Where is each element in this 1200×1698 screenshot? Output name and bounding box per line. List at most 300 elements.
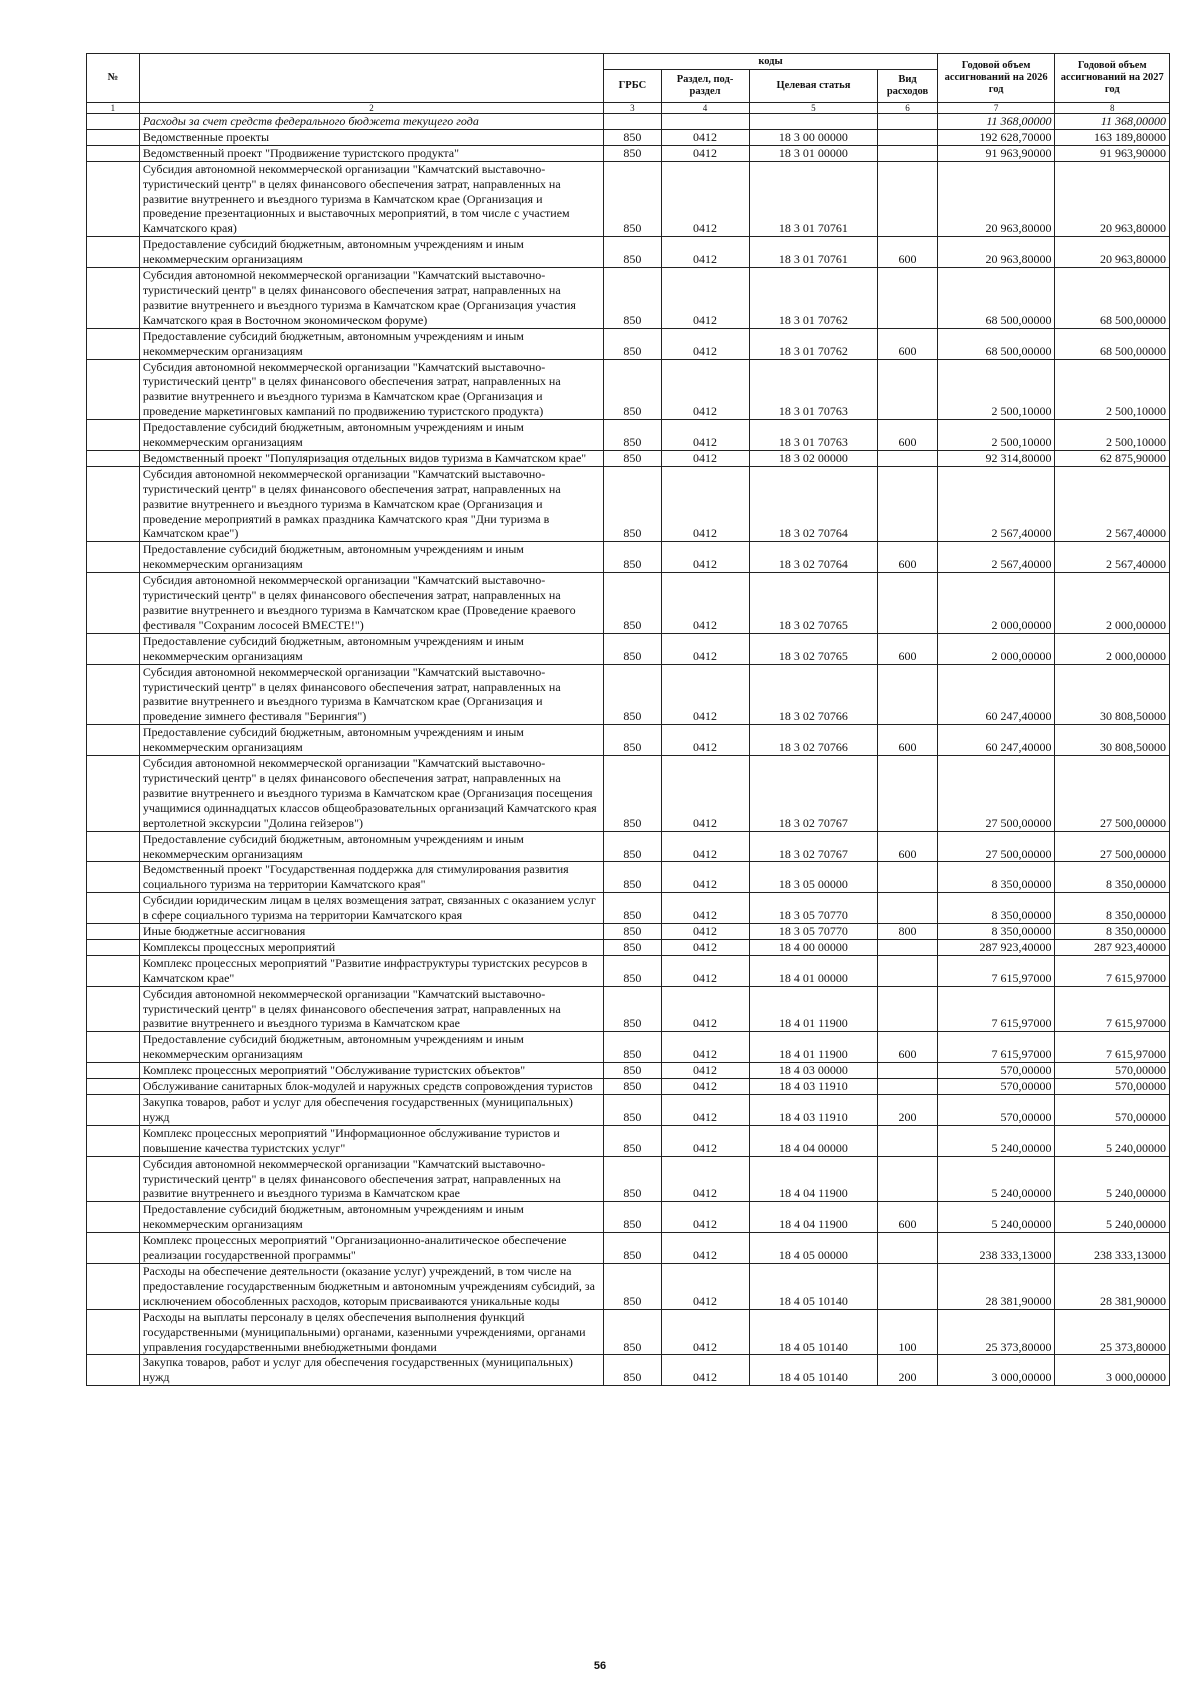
table-row xyxy=(87,1079,1170,1095)
grbs-cell: 850 xyxy=(604,466,661,542)
description-cell: Расходы на обеспечение деятельности (оказание услуг) учреждений, в том числе на предоставление государственным бюджетным и автономным учреждениям субсидий, за исключением обособленных расходов, которым присваиваются уникальные коды xyxy=(139,1263,603,1309)
header-vol-2026: Годовой объем ассигнований на 2026 год xyxy=(937,54,1055,103)
amount-2027-cell: 570,00000 xyxy=(1055,1079,1170,1095)
grbs-cell: 850 xyxy=(604,1125,661,1156)
section-cell: 0412 xyxy=(661,328,749,359)
expense-kind-cell xyxy=(878,268,937,329)
grbs-cell: 850 xyxy=(604,862,661,893)
expense-kind-cell xyxy=(878,955,937,986)
amount-2027-cell: 287 923,40000 xyxy=(1055,939,1170,955)
section-cell: 0412 xyxy=(661,1095,749,1126)
amount-2026-cell: 2 500,10000 xyxy=(937,420,1055,451)
expense-kind-cell: 200 xyxy=(878,1355,937,1386)
table-row xyxy=(87,1233,1170,1264)
num-cell xyxy=(87,359,140,420)
table-body xyxy=(87,103,1170,1386)
expense-kind-cell xyxy=(878,893,937,924)
section-cell: 0412 xyxy=(661,1202,749,1233)
target-article-cell: 18 4 01 11900 xyxy=(749,1032,878,1063)
table-row xyxy=(87,831,1170,862)
description-cell: Комплекс процессных мероприятий "Развитие инфраструктуры туристских ресурсов в Камчатском крае" xyxy=(139,955,603,986)
grbs-cell: 850 xyxy=(604,1063,661,1079)
grbs-cell: 850 xyxy=(604,893,661,924)
target-article-cell: 18 3 01 70761 xyxy=(749,161,878,237)
grbs-cell: 850 xyxy=(604,359,661,420)
description-cell: Субсидия автономной некоммерческой организации "Камчатский выставочно-туристический центр" в целях финансового обеспечения затрат, направленных на развитие внутреннего и въездного туризма в Камчатском крае (Организация и проведение презентационных и выставочных мероприятий, в том числе с участием Камчатского края) xyxy=(139,161,603,237)
expense-kind-cell: 600 xyxy=(878,328,937,359)
section-cell: 0412 xyxy=(661,237,749,268)
num-cell xyxy=(87,1202,140,1233)
target-article-cell: 18 4 05 10140 xyxy=(749,1355,878,1386)
grbs-cell: 850 xyxy=(604,1156,661,1202)
expense-kind-cell xyxy=(878,1079,937,1095)
num-cell xyxy=(87,924,140,940)
table-row xyxy=(87,1309,1170,1355)
column-index-cell: 1 xyxy=(87,103,140,114)
table-row xyxy=(87,450,1170,466)
amount-2027-cell: 8 350,00000 xyxy=(1055,924,1170,940)
num-cell xyxy=(87,420,140,451)
target-article-cell: 18 4 00 00000 xyxy=(749,939,878,955)
num-cell xyxy=(87,893,140,924)
section-cell: 0412 xyxy=(661,1125,749,1156)
amount-2027-cell: 62 875,90000 xyxy=(1055,450,1170,466)
grbs-cell: 850 xyxy=(604,161,661,237)
amount-2026-cell: 2 567,40000 xyxy=(937,466,1055,542)
table-row xyxy=(87,114,1170,130)
num-cell xyxy=(87,1032,140,1063)
target-article-cell: 18 3 01 00000 xyxy=(749,145,878,161)
grbs-cell: 850 xyxy=(604,1079,661,1095)
description-cell: Комплекс процессных мероприятий "Организационно-аналитическое обеспечение реализации государственной программы" xyxy=(139,1233,603,1264)
description-cell: Субсидия автономной некоммерческой организации "Камчатский выставочно-туристический центр" в целях финансового обеспечения затрат, направленных на развитие внутреннего и въездного туризма в Камчатском крае (Проведение краевого фестиваля "Сохраним лососей ВМЕСТЕ!") xyxy=(139,573,603,634)
amount-2026-cell: 192 628,70000 xyxy=(937,129,1055,145)
amount-2026-cell: 8 350,00000 xyxy=(937,862,1055,893)
table-row xyxy=(87,986,1170,1032)
section-cell: 0412 xyxy=(661,756,749,832)
grbs-cell xyxy=(604,114,661,130)
amount-2027-cell: 8 350,00000 xyxy=(1055,862,1170,893)
column-index-cell: 5 xyxy=(749,103,878,114)
amount-2026-cell: 68 500,00000 xyxy=(937,328,1055,359)
target-article-cell: 18 4 05 10140 xyxy=(749,1263,878,1309)
expense-kind-cell: 600 xyxy=(878,237,937,268)
num-cell xyxy=(87,1263,140,1309)
section-cell: 0412 xyxy=(661,893,749,924)
amount-2027-cell: 7 615,97000 xyxy=(1055,1032,1170,1063)
target-article-cell: 18 3 02 70766 xyxy=(749,664,878,725)
expense-kind-cell xyxy=(878,939,937,955)
amount-2026-cell: 25 373,80000 xyxy=(937,1309,1055,1355)
amount-2027-cell: 5 240,00000 xyxy=(1055,1202,1170,1233)
grbs-cell: 850 xyxy=(604,664,661,725)
amount-2027-cell: 91 963,90000 xyxy=(1055,145,1170,161)
grbs-cell: 850 xyxy=(604,420,661,451)
target-article-cell xyxy=(749,114,878,130)
amount-2027-cell: 27 500,00000 xyxy=(1055,831,1170,862)
grbs-cell: 850 xyxy=(604,450,661,466)
target-article-cell: 18 4 05 00000 xyxy=(749,1233,878,1264)
description-cell: Комплекс процессных мероприятий "Информационное обслуживание туристов и повышение качества туристских услуг" xyxy=(139,1125,603,1156)
description-cell: Расходы за счет средств федерального бюджета текущего года xyxy=(139,114,603,130)
description-cell: Ведомственный проект "Популяризация отдельных видов туризма в Камчатском крае" xyxy=(139,450,603,466)
description-cell: Закупка товаров, работ и услуг для обеспечения государственных (муниципальных) нужд xyxy=(139,1095,603,1126)
num-cell xyxy=(87,1156,140,1202)
expense-kind-cell: 600 xyxy=(878,1032,937,1063)
amount-2027-cell: 2 567,40000 xyxy=(1055,542,1170,573)
description-cell: Предоставление субсидий бюджетным, автономным учреждениям и иным некоммерческим организациям xyxy=(139,542,603,573)
num-cell xyxy=(87,1125,140,1156)
expense-kind-cell xyxy=(878,114,937,130)
amount-2027-cell: 570,00000 xyxy=(1055,1063,1170,1079)
description-cell: Предоставление субсидий бюджетным, автономным учреждениям и иным некоммерческим организациям xyxy=(139,237,603,268)
section-cell: 0412 xyxy=(661,420,749,451)
amount-2027-cell: 2 567,40000 xyxy=(1055,466,1170,542)
target-article-cell: 18 4 04 11900 xyxy=(749,1156,878,1202)
amount-2027-cell: 163 189,80000 xyxy=(1055,129,1170,145)
amount-2027-cell: 2 000,00000 xyxy=(1055,633,1170,664)
table-row xyxy=(87,1355,1170,1386)
table-row xyxy=(87,466,1170,542)
target-article-cell: 18 4 01 00000 xyxy=(749,955,878,986)
section-cell: 0412 xyxy=(661,924,749,940)
target-article-cell: 18 4 01 11900 xyxy=(749,986,878,1032)
amount-2027-cell: 27 500,00000 xyxy=(1055,756,1170,832)
expense-kind-cell xyxy=(878,1263,937,1309)
amount-2027-cell: 2 500,10000 xyxy=(1055,420,1170,451)
section-cell: 0412 xyxy=(661,1079,749,1095)
table-row xyxy=(87,1063,1170,1079)
amount-2027-cell: 11 368,00000 xyxy=(1055,114,1170,130)
description-cell: Субсидии юридическим лицам в целях возмещения затрат, связанных с оказанием услуг в сфере социального туризма на территории Камчатского края xyxy=(139,893,603,924)
amount-2026-cell: 28 381,90000 xyxy=(937,1263,1055,1309)
table-row xyxy=(87,129,1170,145)
target-article-cell: 18 4 03 11910 xyxy=(749,1095,878,1126)
description-cell: Субсидия автономной некоммерческой организации "Камчатский выставочно-туристический центр" в целях финансового обеспечения затрат, направленных на развитие внутреннего и въездного туризма в Камчатском крае (Организация посещения учащимися одиннадцатых классов общеобразовательных организаций Камчатского края вертолетной экскурсии "Долина гейзеров") xyxy=(139,756,603,832)
amount-2027-cell: 5 240,00000 xyxy=(1055,1156,1170,1202)
target-article-cell: 18 4 03 00000 xyxy=(749,1063,878,1079)
table-row xyxy=(87,725,1170,756)
target-article-cell: 18 3 02 70767 xyxy=(749,831,878,862)
page-number: 56 xyxy=(593,1660,607,1672)
section-cell: 0412 xyxy=(661,633,749,664)
table-row xyxy=(87,1095,1170,1126)
grbs-cell: 850 xyxy=(604,924,661,940)
grbs-cell: 850 xyxy=(604,1233,661,1264)
grbs-cell: 850 xyxy=(604,1202,661,1233)
num-cell xyxy=(87,939,140,955)
description-cell: Обслуживание санитарных блок-модулей и наружных средств сопровождения туристов xyxy=(139,1079,603,1095)
num-cell xyxy=(87,145,140,161)
amount-2027-cell: 2 500,10000 xyxy=(1055,359,1170,420)
description-cell: Субсидия автономной некоммерческой организации "Камчатский выставочно-туристический центр" в целях финансового обеспечения затрат, направленных на развитие внутреннего и въездного туризма в Камчатском крае (Организация и проведение маркетинговых кампаний по продвижению туристского продукта) xyxy=(139,359,603,420)
table-row xyxy=(87,1125,1170,1156)
column-index-cell: 8 xyxy=(1055,103,1170,114)
grbs-cell: 850 xyxy=(604,542,661,573)
column-index-cell: 3 xyxy=(604,103,661,114)
section-cell: 0412 xyxy=(661,359,749,420)
expense-kind-cell: 600 xyxy=(878,1202,937,1233)
table-row xyxy=(87,893,1170,924)
header-target: Целевая статья xyxy=(749,70,878,103)
target-article-cell: 18 3 02 70764 xyxy=(749,542,878,573)
grbs-cell: 850 xyxy=(604,573,661,634)
target-article-cell: 18 4 05 10140 xyxy=(749,1309,878,1355)
description-cell: Субсидия автономной некоммерческой организации "Камчатский выставочно-туристический центр" в целях финансового обеспечения затрат, направленных на развитие внутреннего и въездного туризма в Камчатском крае (Организация и проведение мероприятий в рамках праздника Камчатского края "Дни туризма в Камчатском крае") xyxy=(139,466,603,542)
amount-2027-cell: 2 000,00000 xyxy=(1055,573,1170,634)
amount-2027-cell: 28 381,90000 xyxy=(1055,1263,1170,1309)
table-row xyxy=(87,328,1170,359)
amount-2027-cell: 68 500,00000 xyxy=(1055,268,1170,329)
section-cell: 0412 xyxy=(661,986,749,1032)
table-row xyxy=(87,237,1170,268)
grbs-cell: 850 xyxy=(604,1355,661,1386)
amount-2026-cell: 570,00000 xyxy=(937,1095,1055,1126)
amount-2027-cell: 8 350,00000 xyxy=(1055,893,1170,924)
amount-2026-cell: 2 500,10000 xyxy=(937,359,1055,420)
section-cell: 0412 xyxy=(661,831,749,862)
num-cell xyxy=(87,237,140,268)
expense-kind-cell xyxy=(878,359,937,420)
grbs-cell: 850 xyxy=(604,1032,661,1063)
target-article-cell: 18 3 05 00000 xyxy=(749,862,878,893)
amount-2026-cell: 91 963,90000 xyxy=(937,145,1055,161)
table-row xyxy=(87,1263,1170,1309)
column-index-cell: 4 xyxy=(661,103,749,114)
header-grbs: ГРБС xyxy=(604,70,661,103)
target-article-cell: 18 3 02 70765 xyxy=(749,633,878,664)
column-index-row xyxy=(87,103,1170,114)
amount-2026-cell: 8 350,00000 xyxy=(937,924,1055,940)
target-article-cell: 18 3 01 70763 xyxy=(749,420,878,451)
table-row xyxy=(87,939,1170,955)
header-num: № xyxy=(87,54,140,103)
amount-2027-cell: 5 240,00000 xyxy=(1055,1125,1170,1156)
table-row xyxy=(87,633,1170,664)
table-row xyxy=(87,1032,1170,1063)
description-cell: Субсидия автономной некоммерческой организации "Камчатский выставочно-туристический центр" в целях финансового обеспечения затрат, направленных на развитие внутреннего и въездного туризма в Камчатском крае (Организация и проведение зимнего фестиваля "Берингия") xyxy=(139,664,603,725)
expense-kind-cell: 600 xyxy=(878,831,937,862)
amount-2027-cell: 7 615,97000 xyxy=(1055,986,1170,1032)
section-cell: 0412 xyxy=(661,1063,749,1079)
description-cell: Ведомственные проекты xyxy=(139,129,603,145)
section-cell: 0412 xyxy=(661,542,749,573)
num-cell xyxy=(87,955,140,986)
expense-kind-cell: 800 xyxy=(878,924,937,940)
num-cell xyxy=(87,466,140,542)
target-article-cell: 18 3 01 70762 xyxy=(749,268,878,329)
amount-2026-cell: 5 240,00000 xyxy=(937,1156,1055,1202)
target-article-cell: 18 3 01 70762 xyxy=(749,328,878,359)
num-cell xyxy=(87,633,140,664)
num-cell xyxy=(87,1355,140,1386)
table-row xyxy=(87,542,1170,573)
description-cell: Субсидия автономной некоммерческой организации "Камчатский выставочно-туристический центр" в целях финансового обеспечения затрат, направленных на развитие внутреннего и въездного туризма в Камчатском крае xyxy=(139,1156,603,1202)
num-cell xyxy=(87,725,140,756)
expense-kind-cell xyxy=(878,1063,937,1079)
amount-2026-cell: 20 963,80000 xyxy=(937,237,1055,268)
table-row xyxy=(87,420,1170,451)
expense-kind-cell xyxy=(878,756,937,832)
section-cell: 0412 xyxy=(661,1355,749,1386)
description-cell: Ведомственный проект "Продвижение туристского продукта" xyxy=(139,145,603,161)
amount-2027-cell: 3 000,00000 xyxy=(1055,1355,1170,1386)
header-codes: коды xyxy=(604,54,937,70)
expense-kind-cell: 600 xyxy=(878,420,937,451)
section-cell: 0412 xyxy=(661,1263,749,1309)
target-article-cell: 18 3 02 70767 xyxy=(749,756,878,832)
grbs-cell: 850 xyxy=(604,939,661,955)
section-cell: 0412 xyxy=(661,1156,749,1202)
target-article-cell: 18 3 01 70761 xyxy=(749,237,878,268)
grbs-cell: 850 xyxy=(604,633,661,664)
description-cell: Предоставление субсидий бюджетным, автономным учреждениям и иным некоммерческим организациям xyxy=(139,328,603,359)
amount-2026-cell: 7 615,97000 xyxy=(937,955,1055,986)
num-cell xyxy=(87,573,140,634)
num-cell xyxy=(87,129,140,145)
amount-2027-cell: 25 373,80000 xyxy=(1055,1309,1170,1355)
table-row xyxy=(87,573,1170,634)
grbs-cell: 850 xyxy=(604,1309,661,1355)
target-article-cell: 18 3 02 70764 xyxy=(749,466,878,542)
amount-2027-cell: 7 615,97000 xyxy=(1055,955,1170,986)
amount-2026-cell: 2 000,00000 xyxy=(937,633,1055,664)
target-article-cell: 18 3 05 70770 xyxy=(749,893,878,924)
amount-2026-cell: 570,00000 xyxy=(937,1063,1055,1079)
amount-2026-cell: 60 247,40000 xyxy=(937,725,1055,756)
section-cell: 0412 xyxy=(661,268,749,329)
expense-kind-cell xyxy=(878,129,937,145)
grbs-cell: 850 xyxy=(604,328,661,359)
num-cell xyxy=(87,161,140,237)
expense-kind-cell xyxy=(878,450,937,466)
section-cell: 0412 xyxy=(661,466,749,542)
grbs-cell: 850 xyxy=(604,986,661,1032)
amount-2026-cell: 2 567,40000 xyxy=(937,542,1055,573)
grbs-cell: 850 xyxy=(604,1263,661,1309)
target-article-cell: 18 3 05 70770 xyxy=(749,924,878,940)
grbs-cell: 850 xyxy=(604,831,661,862)
amount-2026-cell: 20 963,80000 xyxy=(937,161,1055,237)
table-row xyxy=(87,161,1170,237)
table-row xyxy=(87,1202,1170,1233)
table-row xyxy=(87,359,1170,420)
num-cell xyxy=(87,1233,140,1264)
num-cell xyxy=(87,450,140,466)
amount-2026-cell: 60 247,40000 xyxy=(937,664,1055,725)
target-article-cell: 18 4 04 00000 xyxy=(749,1125,878,1156)
description-cell: Комплекс процессных мероприятий "Обслуживание туристских объектов" xyxy=(139,1063,603,1079)
num-cell xyxy=(87,328,140,359)
section-cell: 0412 xyxy=(661,862,749,893)
expense-kind-cell xyxy=(878,466,937,542)
num-cell xyxy=(87,756,140,832)
expense-kind-cell: 600 xyxy=(878,725,937,756)
description-cell: Предоставление субсидий бюджетным, автономным учреждениям и иным некоммерческим организациям xyxy=(139,633,603,664)
expense-kind-cell xyxy=(878,862,937,893)
amount-2026-cell: 8 350,00000 xyxy=(937,893,1055,924)
amount-2027-cell: 20 963,80000 xyxy=(1055,237,1170,268)
amount-2026-cell: 7 615,97000 xyxy=(937,986,1055,1032)
num-cell xyxy=(87,862,140,893)
amount-2026-cell: 2 000,00000 xyxy=(937,573,1055,634)
description-cell: Иные бюджетные ассигнования xyxy=(139,924,603,940)
amount-2026-cell: 7 615,97000 xyxy=(937,1032,1055,1063)
description-cell: Предоставление субсидий бюджетным, автономным учреждениям и иным некоммерческим организациям xyxy=(139,1202,603,1233)
section-cell: 0412 xyxy=(661,145,749,161)
amount-2026-cell: 11 368,00000 xyxy=(937,114,1055,130)
section-cell: 0412 xyxy=(661,955,749,986)
amount-2026-cell: 287 923,40000 xyxy=(937,939,1055,955)
table-row xyxy=(87,924,1170,940)
header-description xyxy=(139,54,603,103)
target-article-cell: 18 4 03 11910 xyxy=(749,1079,878,1095)
header-kind: Вид расходов xyxy=(878,70,937,103)
description-cell: Комплексы процессных мероприятий xyxy=(139,939,603,955)
amount-2026-cell: 3 000,00000 xyxy=(937,1355,1055,1386)
description-cell: Расходы на выплаты персоналу в целях обеспечения выполнения функций государственными (муниципальными) органами, казенными учреждениями, органами управления государственными внебюджетными фондами xyxy=(139,1309,603,1355)
section-cell: 0412 xyxy=(661,939,749,955)
header-section: Раздел, под-раздел xyxy=(661,70,749,103)
target-article-cell: 18 4 04 11900 xyxy=(749,1202,878,1233)
expense-kind-cell xyxy=(878,1125,937,1156)
amount-2026-cell: 238 333,13000 xyxy=(937,1233,1055,1264)
budget-table xyxy=(86,53,1170,1386)
expense-kind-cell xyxy=(878,1233,937,1264)
section-cell: 0412 xyxy=(661,664,749,725)
table-row xyxy=(87,664,1170,725)
grbs-cell: 850 xyxy=(604,129,661,145)
amount-2027-cell: 30 808,50000 xyxy=(1055,725,1170,756)
expense-kind-cell: 100 xyxy=(878,1309,937,1355)
description-cell: Субсидия автономной некоммерческой организации "Камчатский выставочно-туристический центр" в целях финансового обеспечения затрат, направленных на развитие внутреннего и въездного туризма в Камчатском крае (Организация участия Камчатского края в Восточном экономическом форуме) xyxy=(139,268,603,329)
expense-kind-cell: 600 xyxy=(878,633,937,664)
amount-2026-cell: 570,00000 xyxy=(937,1079,1055,1095)
amount-2026-cell: 68 500,00000 xyxy=(937,268,1055,329)
amount-2027-cell: 68 500,00000 xyxy=(1055,328,1170,359)
table-header xyxy=(87,54,1170,103)
description-cell: Ведомственный проект "Государственная поддержка для стимулирования развития социального туризма на территории Камчатского края" xyxy=(139,862,603,893)
expense-kind-cell xyxy=(878,161,937,237)
amount-2026-cell: 5 240,00000 xyxy=(937,1125,1055,1156)
amount-2026-cell: 92 314,80000 xyxy=(937,450,1055,466)
grbs-cell: 850 xyxy=(604,237,661,268)
grbs-cell: 850 xyxy=(604,725,661,756)
section-cell: 0412 xyxy=(661,161,749,237)
amount-2027-cell: 20 963,80000 xyxy=(1055,161,1170,237)
description-cell: Предоставление субсидий бюджетным, автономным учреждениям и иным некоммерческим организациям xyxy=(139,831,603,862)
section-cell: 0412 xyxy=(661,1233,749,1264)
table-row xyxy=(87,756,1170,832)
num-cell xyxy=(87,542,140,573)
table-row xyxy=(87,145,1170,161)
target-article-cell: 18 3 02 00000 xyxy=(749,450,878,466)
num-cell xyxy=(87,831,140,862)
target-article-cell: 18 3 01 70763 xyxy=(749,359,878,420)
expense-kind-cell xyxy=(878,145,937,161)
budget-sheet xyxy=(86,53,1170,1386)
grbs-cell: 850 xyxy=(604,1095,661,1126)
expense-kind-cell xyxy=(878,986,937,1032)
column-index-cell: 2 xyxy=(139,103,603,114)
expense-kind-cell xyxy=(878,664,937,725)
num-cell xyxy=(87,986,140,1032)
section-cell: 0412 xyxy=(661,1309,749,1355)
num-cell xyxy=(87,1063,140,1079)
amount-2027-cell: 30 808,50000 xyxy=(1055,664,1170,725)
grbs-cell: 850 xyxy=(604,955,661,986)
num-cell xyxy=(87,664,140,725)
